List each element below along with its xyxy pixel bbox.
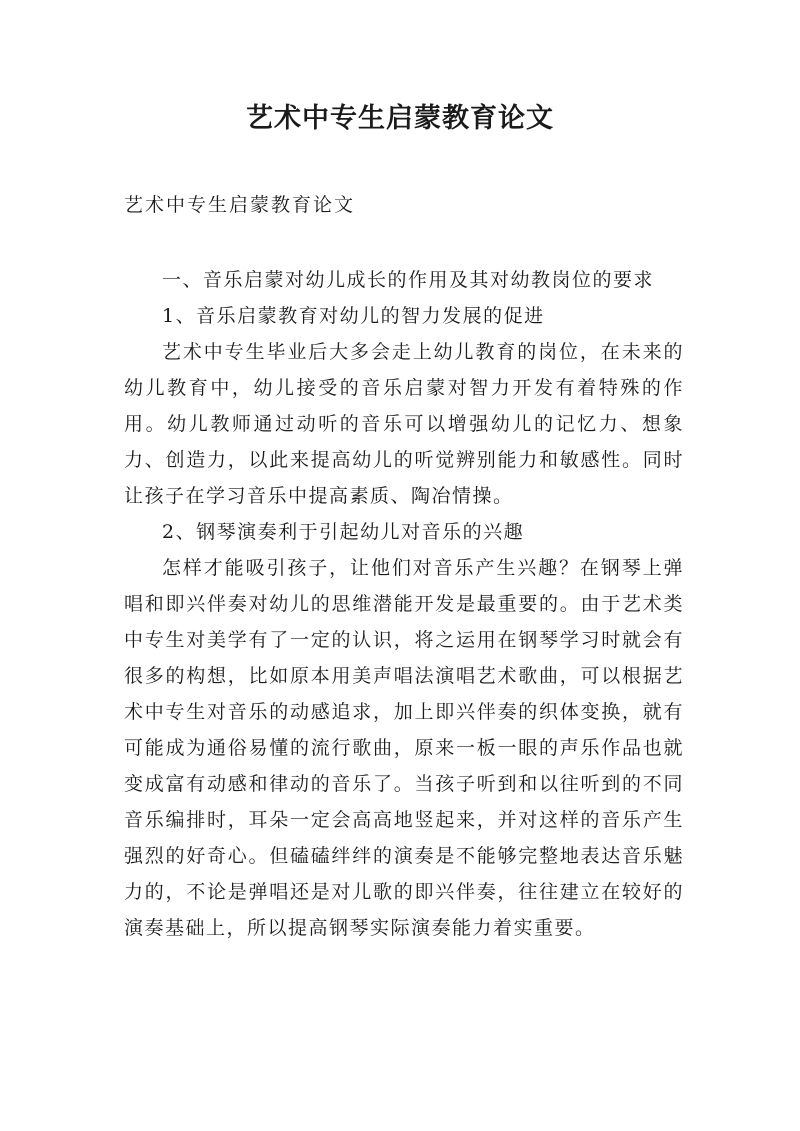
paragraph-1: 艺术中专生毕业后大多会走上幼儿教育的岗位，在未来的幼儿教育中，幼儿接受的音乐启蒙对智力开发有着特殊的作用。幼儿教师通过动听的音乐可以增强幼儿的记忆力、想象力、创造力，以此来提高幼儿的听觉辨别能力和敏感性。同时让孩子在学习音乐中提高素质、陶冶情操。: [124, 341, 684, 507]
subsection-heading-2: 2、钢琴演奏利于引起幼儿对音乐的兴趣: [162, 521, 525, 543]
paragraph-2: 怎样才能吸引孩子，让他们对音乐产生兴趣？在钢琴上弹唱和即兴伴奏对幼儿的思维潜能开发是最重要的。由于艺术类中专生对美学有了一定的认识，将之运用在钢琴学习时就会有很多的构想，比如原本用美声唱法演唱艺术歌曲，可以根据艺术中专生对音乐的动感追求，加上即兴伴奏的织体变换，就有可能成为通俗易懂的流行歌曲，原来一板一眼的声乐作品也就变成富有动感和律动的音乐了。当孩子听到和以往听到的不同音乐编排时，耳朵一定会高高地竖起来，并对这样的音乐产生强烈的好奇心。但磕磕绊绊的演奏是不能够完整地表达音乐魅力的，不论是弹唱还是对儿歌的即兴伴奏，往往建立在较好的演奏基础上，所以提高钢琴实际演奏能力着实重要。: [124, 557, 684, 939]
section-heading: 一、音乐启蒙对幼儿成长的作用及其对幼教岗位的要求: [162, 269, 655, 291]
page-title: 艺术中专生启蒙教育论文: [246, 103, 554, 134]
document-body: [124, 262, 684, 946]
document-subtitle: 艺术中专生启蒙教育论文: [124, 194, 356, 216]
subsection-heading-1: 1、音乐启蒙教育对幼儿的智力发展的促进: [162, 305, 545, 327]
